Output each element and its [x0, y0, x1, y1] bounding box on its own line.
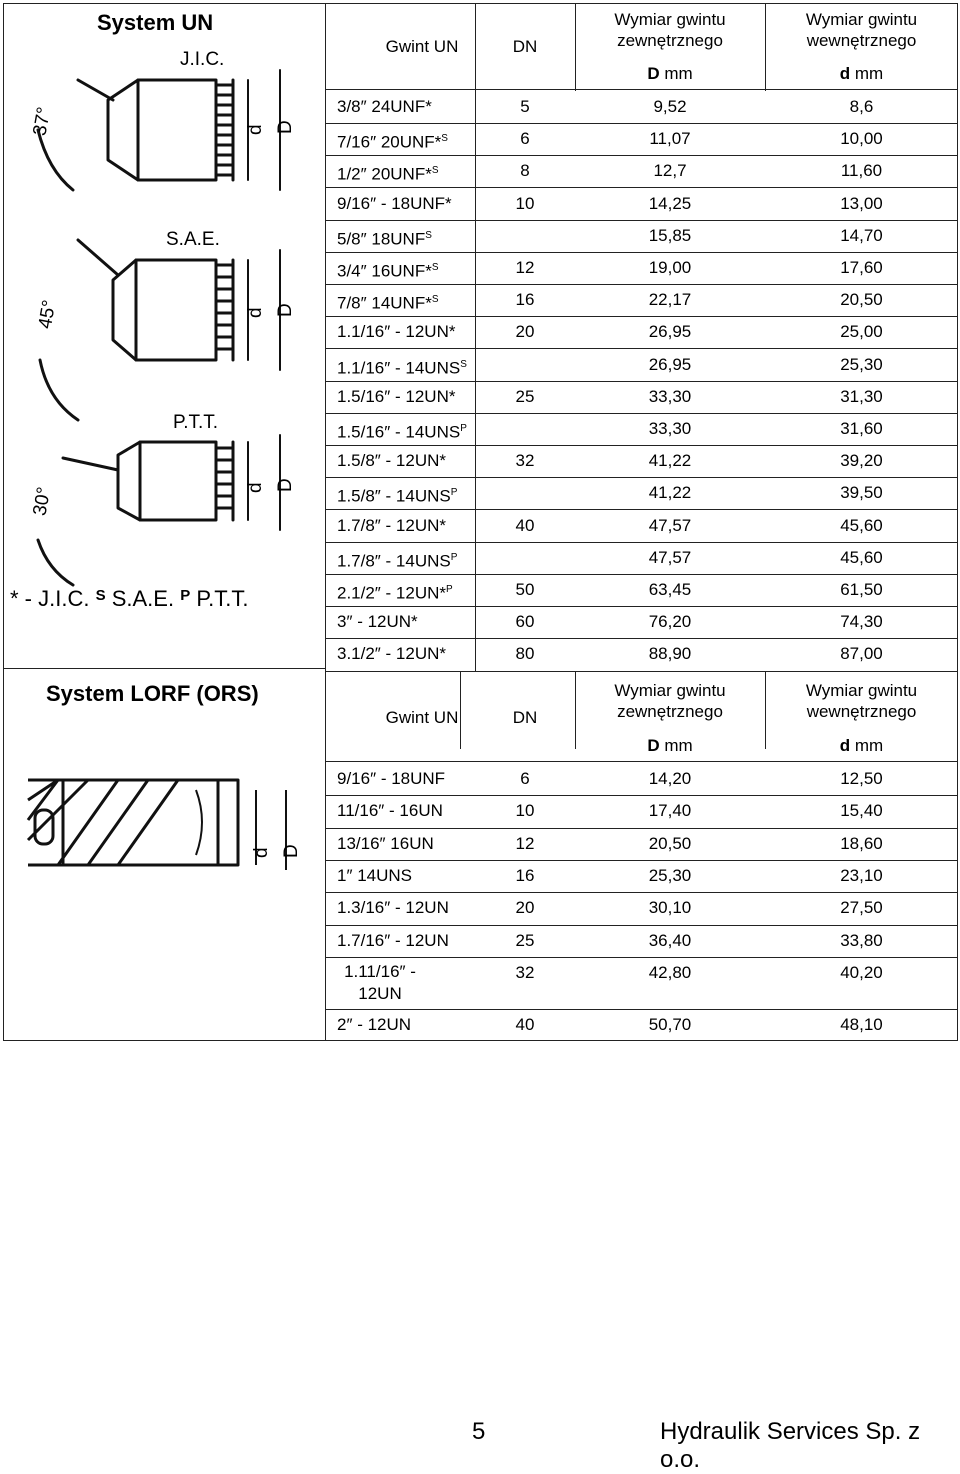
ext-dim-cell: 76,20: [648, 612, 692, 632]
legend-ptt: P.T.T.: [196, 586, 249, 611]
ext-dim-cell: 17,40: [648, 801, 692, 821]
ext-dim-cell: 19,00: [648, 258, 692, 277]
int-dim-cell: 12,50: [840, 769, 883, 788]
thread-cell: 9/16″ - 18UNF*: [337, 193, 452, 213]
ext-dim-cell: 22,17: [648, 290, 692, 310]
int-dim-cell: 25,30: [840, 354, 883, 374]
table-row: [325, 413, 958, 445]
header-unit-d: d mm: [839, 736, 884, 755]
int-dim-cell: 14,70: [840, 225, 883, 245]
sae-label: S.A.E.: [166, 229, 220, 250]
un-thread-table: [325, 3, 958, 671]
table-row: [325, 1009, 958, 1041]
int-dim-cell: 10,00: [840, 129, 883, 149]
ext-dim-cell: 36,40: [648, 930, 692, 950]
thread-cell: 7/16″ 20UNF*$^S$: [337, 132, 448, 152]
system-un-title: System UN: [97, 10, 214, 35]
dn-cell: 20: [515, 898, 535, 918]
dn-cell: 12: [515, 833, 535, 853]
table-row: [325, 155, 958, 187]
ext-dim-cell: 88,90: [648, 644, 692, 664]
ext-dim-cell: 41,22: [648, 483, 692, 503]
table-row: [325, 220, 958, 252]
header-int-dim: Wymiar gwintu wewnętrznego: [805, 681, 918, 721]
ext-dim-cell: 42,80: [648, 962, 692, 982]
ext-dim-cell: 47,57: [648, 547, 692, 567]
header-ext-dim: Wymiar gwintu zewnętrznego: [614, 681, 726, 721]
int-dim-cell: 31,30: [840, 386, 883, 406]
int-dim-cell: 17,60: [840, 258, 883, 277]
table-row: [325, 349, 958, 381]
system-legend: [10, 586, 249, 612]
thread-cell: 1.1/16″ - 12UN*: [337, 322, 456, 342]
legend-jic: * - J.I.C.: [10, 586, 90, 611]
dn-cell: [475, 220, 575, 252]
int-dim-cell: 33,80: [840, 930, 883, 950]
thread-cell: 1.5/16″ - 12UN*: [337, 386, 456, 406]
jic-label: J.I.C.: [180, 49, 225, 70]
int-dim-cell: 39,50: [840, 483, 883, 503]
ext-dim-cell: 9,52: [653, 97, 687, 116]
ext-dim-cell: 41,22: [648, 451, 692, 471]
header-int-dim: Wymiar gwintu wewnętrznego: [805, 10, 918, 50]
header-gwint: Gwint UN: [385, 37, 459, 56]
ext-dim-cell: 14,25: [648, 193, 692, 213]
int-dim-cell: 11,60: [840, 161, 883, 181]
ext-dim-cell: 63,45: [648, 580, 692, 599]
dn-cell: 32: [515, 451, 535, 471]
dn-cell: 5: [520, 97, 530, 116]
table-row: [325, 892, 958, 924]
legend-p-mark: P: [180, 587, 191, 604]
system-lorf-title: System LORF (ORS): [46, 681, 259, 706]
ext-dim-cell: 25,30: [648, 865, 692, 885]
dn-cell: 6: [520, 129, 530, 149]
thread-cell: $1.5/16'' - 14UNS^P$: [337, 422, 467, 442]
page-number: 5: [472, 1418, 486, 1445]
table-row: [325, 957, 958, 1009]
lorf-dim-D-label: D: [281, 844, 302, 858]
table-row: [325, 828, 958, 860]
lorf-thread-table: [325, 671, 958, 1041]
ext-dim-cell: 14,20: [648, 769, 692, 788]
section-divider: [4, 668, 325, 669]
dn-cell: 50: [515, 580, 535, 599]
thread-cell: 2.1/2″ - 12UN*$^P$: [337, 583, 453, 603]
lorf-fitting-diagram: [18, 760, 308, 890]
thread-cell: 7/8″ 14UNF*$^S$: [337, 293, 439, 313]
header-divider: [325, 761, 958, 762]
int-dim-cell: 74,30: [840, 612, 883, 632]
ptt-label: P.T.T.: [173, 412, 219, 433]
legend-sae: S.A.E.: [111, 586, 175, 611]
thread-cell: $1.1/16'' - 14UNS^S$: [337, 358, 467, 378]
ext-dim-cell: 11,07: [649, 129, 691, 149]
header-ext-dim: Wymiar gwintu zewnętrznego: [614, 10, 726, 50]
ext-dim-cell: 26,95: [648, 354, 692, 374]
dn-cell: 32: [515, 962, 535, 982]
thread-cell: 3/8″ 24UNF*: [337, 97, 432, 116]
int-dim-cell: 87,00: [840, 644, 883, 664]
thread-cell: 9/16″ - 18UNF: [337, 769, 446, 788]
int-dim-cell: 45,60: [840, 515, 883, 535]
table-row: [325, 510, 958, 542]
thread-cell-line2: 12UN: [358, 983, 402, 1003]
table-row: [325, 763, 958, 795]
header-unit-D: D mm: [647, 736, 693, 755]
int-dim-cell: 40,20: [840, 962, 883, 982]
dn-cell: 25: [515, 930, 535, 950]
header-unit-D: D mm: [647, 64, 693, 83]
int-dim-cell: 15,40: [840, 801, 883, 821]
int-dim-cell: 8,6: [849, 97, 874, 116]
thread-cell: 11/16″ - 16UN: [337, 801, 443, 821]
un-fitting-diagram: [18, 40, 308, 600]
table-row: [325, 574, 958, 606]
header-dn: DN: [512, 708, 538, 727]
ext-dim-cell: 30,10: [648, 898, 692, 918]
angle-30-label: 30°: [29, 485, 56, 518]
thread-cell: 1.7/16″ - 12UN: [337, 930, 449, 950]
dn-cell: 20: [515, 322, 535, 342]
int-dim-cell: 48,10: [840, 1014, 883, 1034]
dim-d-label: d: [245, 482, 266, 493]
thread-cell: 1″ 14UNS: [337, 865, 412, 885]
ext-dim-cell: 50,70: [648, 1014, 692, 1034]
dn-cell: 60: [515, 612, 535, 632]
table-row: [325, 316, 958, 348]
ext-dim-cell: 15,85: [648, 225, 692, 245]
header-gwint: Gwint UN: [385, 708, 459, 727]
thread-cell: 1.3/16″ - 12UN: [337, 898, 449, 918]
table-row: [325, 252, 958, 284]
table-row: [325, 477, 958, 509]
dn-cell: 40: [515, 515, 535, 535]
ext-dim-cell: 12,7: [653, 161, 687, 181]
angle-37-label: 37°: [29, 105, 56, 138]
thread-cell: $1.5/8'' - 14UNS^P$: [337, 487, 458, 507]
ext-dim-cell: 33,30: [648, 419, 692, 438]
thread-cell: 5/8″ $18UNF^S$: [337, 229, 432, 249]
int-dim-cell: 45,60: [840, 547, 883, 567]
thread-cell: 1/2″ 20UNF*$^S$: [337, 165, 439, 185]
dn-cell: 25: [515, 386, 535, 406]
int-dim-cell: 18,60: [840, 833, 883, 853]
header-unit-d: d mm: [839, 64, 884, 83]
thread-cell: 1.11/16″ - 12UN: [325, 957, 435, 1013]
int-dim-cell: 61,50: [840, 580, 883, 599]
int-dim-cell: 27,50: [840, 898, 883, 918]
thread-cell: 13/16″ 16UN: [337, 833, 434, 853]
lorf-dim-d-label: d: [251, 847, 272, 858]
dn-cell: 10: [515, 801, 535, 821]
dn-cell: 8: [520, 161, 530, 181]
table-row: [325, 91, 958, 123]
legend-s-mark: S: [95, 587, 106, 604]
int-dim-cell: 31,60: [840, 419, 883, 438]
dn-cell: [475, 542, 575, 574]
table-row: [325, 795, 958, 827]
dim-D-label: D: [275, 120, 296, 134]
thread-cell: 3″ - 12UN*: [337, 612, 418, 632]
company-name: Hydraulik Services Sp. z o.o.: [660, 1418, 921, 1473]
dim-d-label: d: [245, 307, 266, 318]
table-row: [325, 606, 958, 638]
dim-D-label: D: [275, 478, 296, 492]
dn-cell: 80: [515, 644, 535, 664]
dn-cell: 12: [515, 258, 535, 277]
table-row: [325, 381, 958, 413]
dim-D-label: D: [275, 303, 296, 317]
dn-cell: [475, 477, 575, 509]
int-dim-cell: 13,00: [840, 193, 883, 213]
thread-cell: 3.1/2″ - 12UN*: [337, 644, 447, 664]
ext-dim-cell: 47,57: [648, 515, 692, 535]
table-row: [325, 284, 958, 316]
thread-cell: 1.5/8″ - 12UN*: [337, 451, 447, 471]
table-row: [325, 123, 958, 155]
int-dim-cell: 39,20: [840, 451, 883, 471]
int-dim-cell: 20,50: [840, 290, 883, 310]
dn-cell: [475, 413, 575, 445]
thread-cell: 2″ - 12UN: [337, 1014, 412, 1034]
table-row: [325, 188, 958, 220]
dn-cell: [475, 349, 575, 381]
table-row: [325, 925, 958, 957]
thread-cell: 3/4″ 16UNF*$^S$: [337, 261, 439, 281]
angle-45-label: 45°: [34, 298, 61, 331]
thread-cell: 1.7/8″ - 12UN*: [337, 515, 447, 535]
table-row: [325, 542, 958, 574]
ext-dim-cell: 26,95: [648, 322, 692, 342]
ext-dim-cell: 33,30: [648, 386, 692, 406]
int-dim-cell: 23,10: [840, 865, 883, 885]
dn-cell: 40: [515, 1014, 535, 1034]
dn-cell: 6: [520, 769, 530, 788]
table-row: [325, 638, 958, 670]
table-top-border: [325, 671, 958, 672]
int-dim-cell: 25,00: [840, 322, 883, 342]
table-row: [325, 445, 958, 477]
thread-cell: $1.7/8'' - 14UNS^P$: [337, 551, 458, 571]
table-row: [325, 860, 958, 892]
header-dn: DN: [512, 37, 538, 56]
dn-cell: 10: [515, 193, 535, 213]
dn-cell: 16: [515, 290, 535, 310]
header-divider: [325, 89, 958, 90]
ext-dim-cell: 20,50: [648, 833, 692, 853]
dn-cell: 16: [515, 865, 535, 885]
dim-d-label: d: [245, 124, 266, 135]
